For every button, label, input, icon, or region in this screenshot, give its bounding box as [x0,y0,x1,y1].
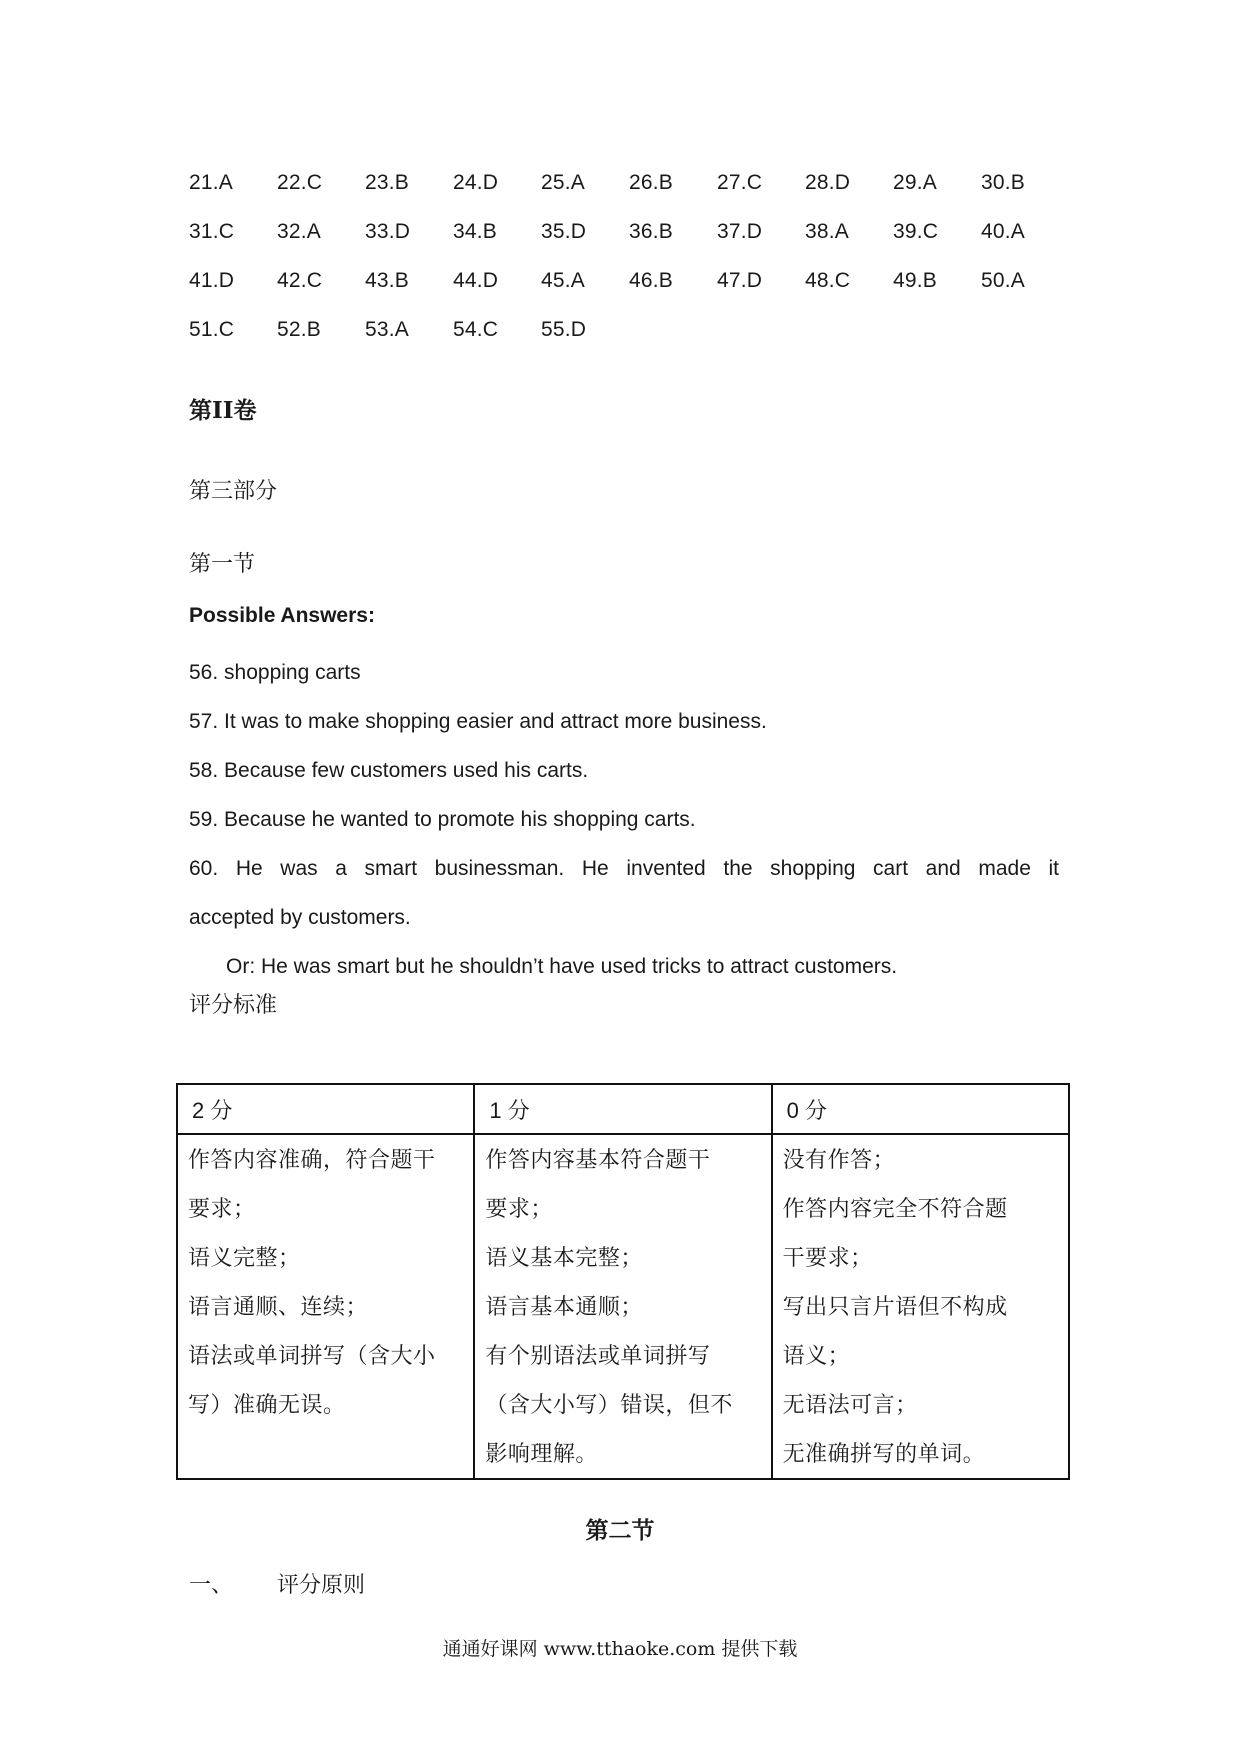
section2-title: 第二节 [585,1517,655,1544]
answer-59: 59. Because he wanted to promote his shopping carts. [189,808,696,831]
criterion-line: 语义； [782,1343,851,1368]
part-title: 第三部分 [189,478,278,503]
volume-title: 第II卷 [189,397,257,424]
rubric-cell-2pt [177,1134,474,1479]
criterion-line: 没有作答； [782,1147,896,1172]
answer-item: 30.B [981,170,1025,194]
answer-item: 50.A [981,268,1025,292]
criterion-line: 无语法可言； [782,1392,918,1417]
section1-title: 第一节 [189,551,256,576]
answer-item: 31.C [189,219,235,243]
answer-item: 35.D [541,219,587,243]
answer-item: 22.C [277,170,323,194]
answer-item: 27.C [717,170,763,194]
answer-item: 54.C [453,317,499,341]
rubric-header-1pt: 1 分 [474,1084,771,1134]
answer-item: 24.D [453,170,499,194]
answer-item: 44.D [453,268,499,292]
answer-item: 36.B [629,219,673,243]
criterion-line: 语义完整； [188,1245,301,1270]
rubric-header-2pt: 2 分 [177,1084,474,1134]
answer-56: 56. shopping carts [189,661,361,684]
criterion-line: 要求； [188,1196,256,1221]
answer-60-line1: 60. He was a smart businessman. He invented the shopping cart and made it [189,857,1059,880]
section2-item-label: 评分原则 [277,1572,366,1597]
criterion-line: 要求； [485,1196,553,1221]
criterion-line: 写）准确无误。 [188,1392,346,1417]
section2-item [189,1568,365,1599]
answer-item: 28.D [805,170,851,194]
answer-item: 34.B [453,219,497,243]
answer-60-alternative: Or: He was smart but he shouldn’t have used tricks to attract customers. [226,955,898,978]
criterion-line: 语义基本完整； [485,1245,643,1270]
answer-row [189,305,1069,354]
criterion-line: 语言基本通顺； [485,1294,643,1319]
criterion-line: （含大小写）错误，但不 [485,1392,733,1417]
answer-item: 48.C [805,268,851,292]
criterion-line: 写出只言片语但不构成 [782,1294,1008,1319]
possible-answers-list [189,648,1059,991]
answer-row [189,256,1069,305]
answer-item: 49.B [893,268,937,292]
rubric-cell-1pt [474,1134,771,1479]
rubric-title: 评分标准 [189,992,278,1017]
answer-item: 47.D [717,268,763,292]
answer-item: 46.B [629,268,673,292]
criterion-line: 作答内容完全不符合题 [782,1196,1008,1221]
answer-item: 26.B [629,170,673,194]
answer-row [189,207,1069,256]
answer-57: 57. It was to make shopping easier and attract more business. [189,710,767,733]
answer-item: 40.A [981,219,1025,243]
criterion-line: 作答内容基本符合题干 [485,1147,711,1172]
answer-60-line2: accepted by customers. [189,906,411,929]
answer-item: 42.C [277,268,323,292]
answer-item: 21.A [189,170,233,194]
criterion-line: 干要求； [782,1245,873,1270]
rubric-criteria-row [177,1134,1069,1479]
answer-item: 39.C [893,219,939,243]
section2-item-number: 一、 [189,1572,234,1597]
rubric-header-0pt: 0 分 [772,1084,1069,1134]
answer-row [189,158,1069,207]
answer-item: 52.B [277,317,321,341]
answer-item: 25.A [541,170,585,194]
answer-58: 58. Because few customers used his carts. [189,759,589,782]
rubric-header-row [177,1084,1069,1134]
criterion-line: 语言通顺、连续； [188,1294,369,1319]
page-footer: 通通好课网 www.tthaoke.com 提供下载 [442,1638,798,1660]
criterion-line: 作答内容准确，符合题干 [188,1147,436,1172]
answer-item: 51.C [189,317,235,341]
criterion-line: 无准确拼写的单词。 [782,1441,986,1466]
answer-item: 43.B [365,268,409,292]
answer-item: 38.A [805,219,849,243]
possible-answers-heading: Possible Answers: [189,604,375,627]
answer-item: 23.B [365,170,409,194]
criterion-line: 有个别语法或单词拼写 [485,1343,711,1368]
answer-item: 33.D [365,219,411,243]
criterion-line: 语法或单词拼写（含大小 [188,1343,436,1368]
answer-key-grid [189,158,1069,354]
answer-item: 55.D [541,317,587,341]
answer-item: 32.A [277,219,321,243]
answer-item: 29.A [893,170,937,194]
answer-item: 37.D [717,219,763,243]
criterion-line: 影响理解。 [485,1441,598,1466]
answer-item: 45.A [541,268,585,292]
rubric-cell-0pt [772,1134,1069,1479]
answer-item: 41.D [189,268,235,292]
answer-item: 53.A [365,317,409,341]
scoring-rubric-table [176,1083,1070,1480]
